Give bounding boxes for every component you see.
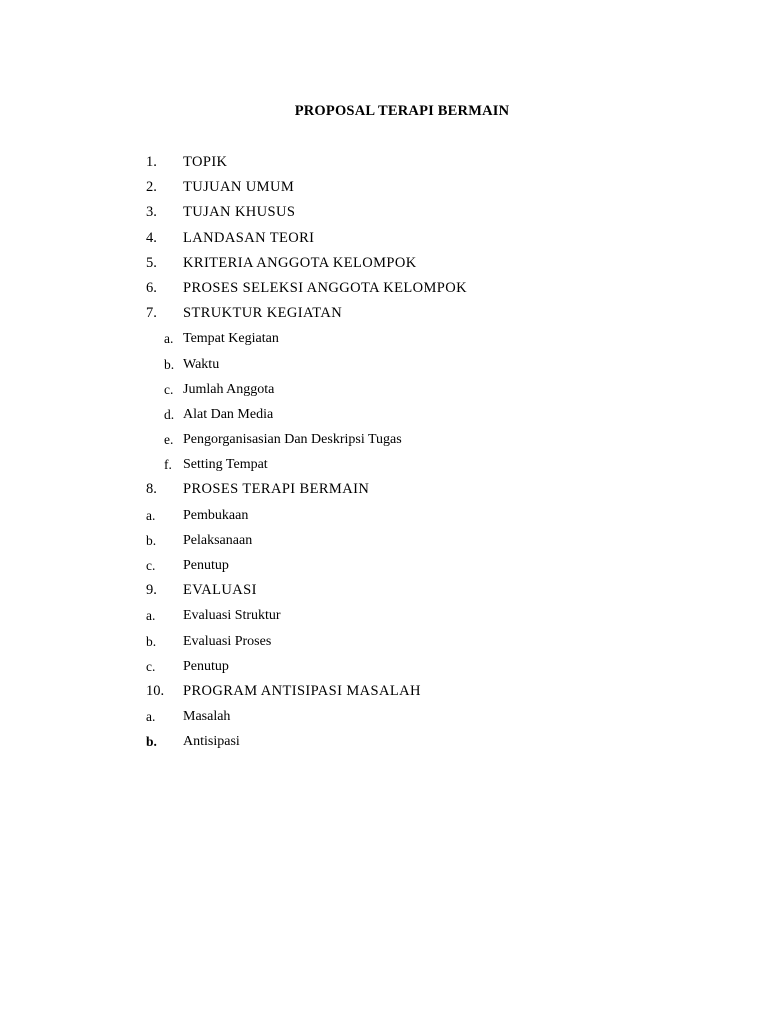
item-text: TOPIK [183, 154, 228, 170]
item-marker: 9. [146, 582, 157, 599]
item-text: Jumlah Anggota [183, 381, 275, 397]
item-text: Setting Tempat [183, 457, 268, 473]
outline-subitem [0, 603, 768, 628]
item-marker: 8. [146, 481, 157, 498]
outline-subitem [0, 654, 768, 679]
outline-item [0, 251, 768, 276]
outline-subitem [0, 503, 768, 528]
outline-item [0, 679, 768, 704]
item-marker: 4. [146, 229, 157, 246]
outline-subitem [0, 427, 768, 452]
item-text: Masalah [183, 709, 231, 725]
outline-item [0, 301, 768, 326]
item-marker: b. [164, 356, 175, 372]
outline-item [0, 578, 768, 603]
item-marker: 2. [146, 179, 157, 196]
item-marker: d. [164, 406, 175, 422]
item-text: PROGRAM ANTISIPASI MASALAH [183, 682, 421, 699]
item-text: Evaluasi Proses [183, 633, 272, 649]
item-text: TUJAN KHUSUS [183, 204, 296, 221]
item-text: LANDASAN TEORI [183, 229, 315, 246]
outline-item [0, 477, 768, 502]
outline-subitem [0, 629, 768, 654]
outline-subitem [0, 352, 768, 377]
outline-item [0, 226, 768, 251]
item-text: Pelaksanaan [183, 532, 253, 548]
item-text: KRITERIA ANGGOTA KELOMPOK [183, 254, 417, 271]
outline-item [0, 200, 768, 225]
item-text: Penutup [183, 558, 229, 573]
outline-subitem [0, 704, 768, 729]
outline-subitem [0, 729, 768, 754]
item-marker: c. [164, 381, 174, 397]
item-marker: 3. [146, 204, 157, 221]
outline-item [0, 150, 768, 175]
item-text: EVALUASI [183, 582, 257, 599]
outline-subitem [0, 402, 768, 427]
item-marker: a. [146, 709, 156, 725]
item-text: Pengorganisasian Dan Deskripsi Tugas [183, 432, 402, 448]
item-marker: 5. [146, 254, 157, 271]
item-text: Pembukaan [183, 507, 249, 523]
item-marker: b. [146, 633, 157, 649]
item-marker: e. [164, 432, 174, 448]
outline-subitem [0, 326, 768, 351]
item-text: Antisipasi [183, 734, 240, 750]
item-marker: b. [146, 734, 157, 750]
document-title: PROPOSAL TERAPI BERMAIN [294, 103, 510, 119]
item-text: TUJUAN UMUM [183, 179, 295, 196]
item-text: STRUKTUR KEGIATAN [183, 305, 343, 322]
item-marker: 10. [146, 682, 165, 699]
item-text: Penutup [183, 658, 229, 674]
item-marker: 6. [146, 279, 157, 296]
item-marker: b. [146, 532, 157, 548]
item-text: PROSES TERAPI BERMAIN [183, 481, 370, 498]
item-marker: f. [164, 457, 172, 473]
item-marker: c. [146, 658, 156, 674]
item-marker: c. [146, 558, 156, 573]
item-marker: a. [146, 507, 156, 523]
item-marker: a. [146, 608, 156, 624]
item-text: Alat Dan Media [183, 406, 274, 422]
outline-item [0, 175, 768, 200]
item-marker: a. [164, 331, 174, 347]
outline-subitem [0, 528, 768, 553]
outline-subitem [0, 553, 768, 578]
item-marker: 7. [146, 305, 157, 322]
outline-subitem [0, 452, 768, 477]
outline-subitem [0, 377, 768, 402]
item-text: PROSES SELEKSI ANGGOTA KELOMPOK [183, 279, 467, 296]
item-marker: 1. [146, 154, 157, 170]
item-text: Waktu [183, 356, 220, 372]
outline-item [0, 276, 768, 301]
outline-list [0, 150, 768, 755]
item-text: Tempat Kegiatan [183, 331, 279, 347]
item-text: Evaluasi Struktur [183, 608, 281, 624]
